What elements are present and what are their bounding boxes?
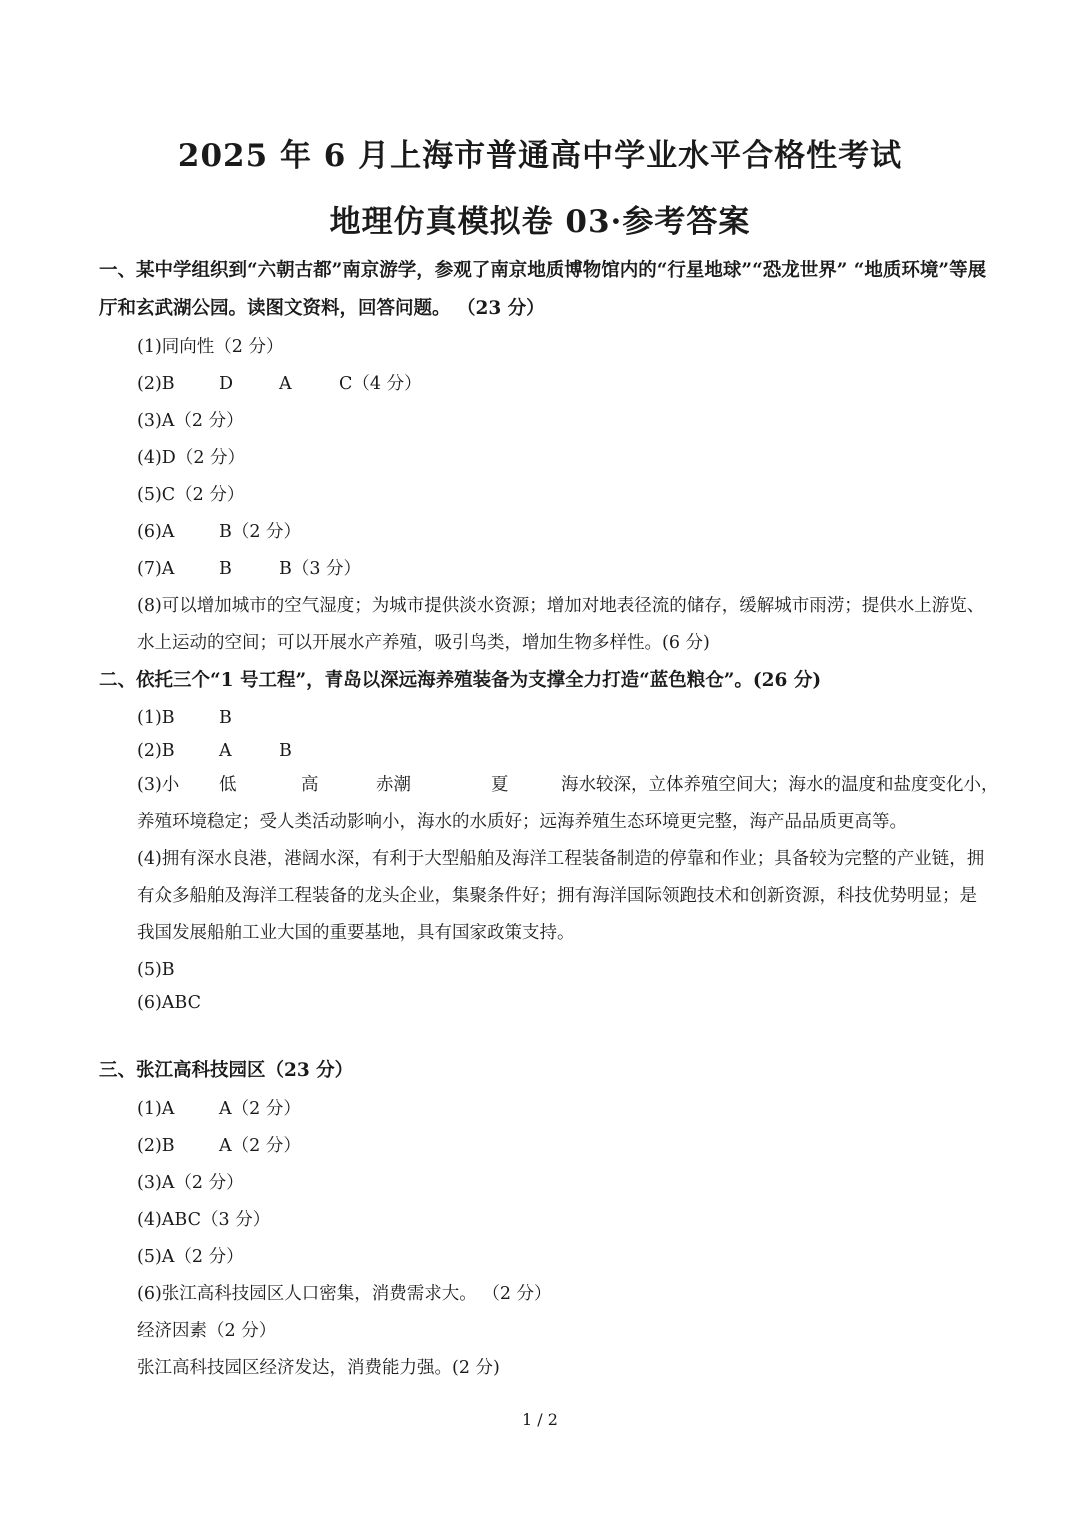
answer-3-6-reason: 张江高科技园区经济发达，消费能力强。(2 分) (137, 1358, 500, 1378)
section-3-heading: 三、张江高科技园区（23 分） (99, 1060, 354, 1081)
answer-1-7: (7)A B B（3 分） (137, 559, 362, 579)
answer-1-8: (8)可以增加城市的空气湿度；为城市提供淡水资源；增加对地表径流的储存，缓解城市雨涝；提供水上游览、水上运动的空间；可以开展水产养殖，吸引鸟类，增加生物多样性。(6 分) (137, 596, 985, 653)
page-number: 1 / 2 (522, 1410, 558, 1429)
answer-3-3: (3)A（2 分） (137, 1173, 244, 1193)
answer-2-6: (6)ABC (137, 993, 202, 1013)
answer-1-1: (1)同向性（2 分） (137, 337, 284, 357)
answer-2-2: (2)B A B (137, 741, 292, 761)
answer-2-5: (5)B (137, 960, 175, 980)
answer-2-4: (4)拥有深水良港，港阔水深，有利于大型船舶及海洋工程装备制造的停靠和作业；具备较为完整的产业链，拥有众多船舶及海洋工程装备的龙头企业，集聚条件好；拥有海洋国际领跑技术和创新资源，科技优势明显；是我国发展船舶工业大国的重要基地，具有国家政策支持。 (137, 849, 985, 943)
answer-1-5: (5)C（2 分） (137, 485, 245, 505)
answer-3-6: (6)张江高科技园区人口密集，消费需求大。 （2 分） (137, 1284, 552, 1304)
answer-3-4: (4)ABC（3 分） (137, 1210, 271, 1230)
section-2-heading: 二、依托三个“1 号工程”，青岛以深远海养殖装备为支撑全力打造“蓝色粮仓”。(26 分) (99, 670, 822, 691)
exam-title: 2025 年 6 月上海市普通高中学业水平合格性考试 (177, 138, 903, 174)
answer-key-title: 地理仿真模拟卷 03·参考答案 (329, 204, 751, 240)
answer-3-5: (5)A（2 分） (137, 1247, 244, 1267)
answer-3-2: (2)B A（2 分） (137, 1136, 301, 1156)
answer-3-6-factor: 经济因素（2 分） (137, 1321, 277, 1341)
answer-1-4: (4)D（2 分） (137, 448, 246, 468)
answer-3-1: (1)A A（2 分） (137, 1099, 301, 1119)
section-1-heading: 一、某中学组织到“六朝古都”南京游学，参观了南京地质博物馆内的“行星地球”“恐龙世界” “地质环境”等展厅和玄武湖公园。读图文资料，回答问题。 （23 分） (99, 260, 987, 319)
answer-1-2: (2)B D A C（4 分） (137, 374, 422, 394)
answer-1-3: (3)A（2 分） (137, 411, 244, 431)
answer-2-1: (1)B B (137, 708, 232, 728)
answer-1-6: (6)A B（2 分） (137, 522, 302, 542)
